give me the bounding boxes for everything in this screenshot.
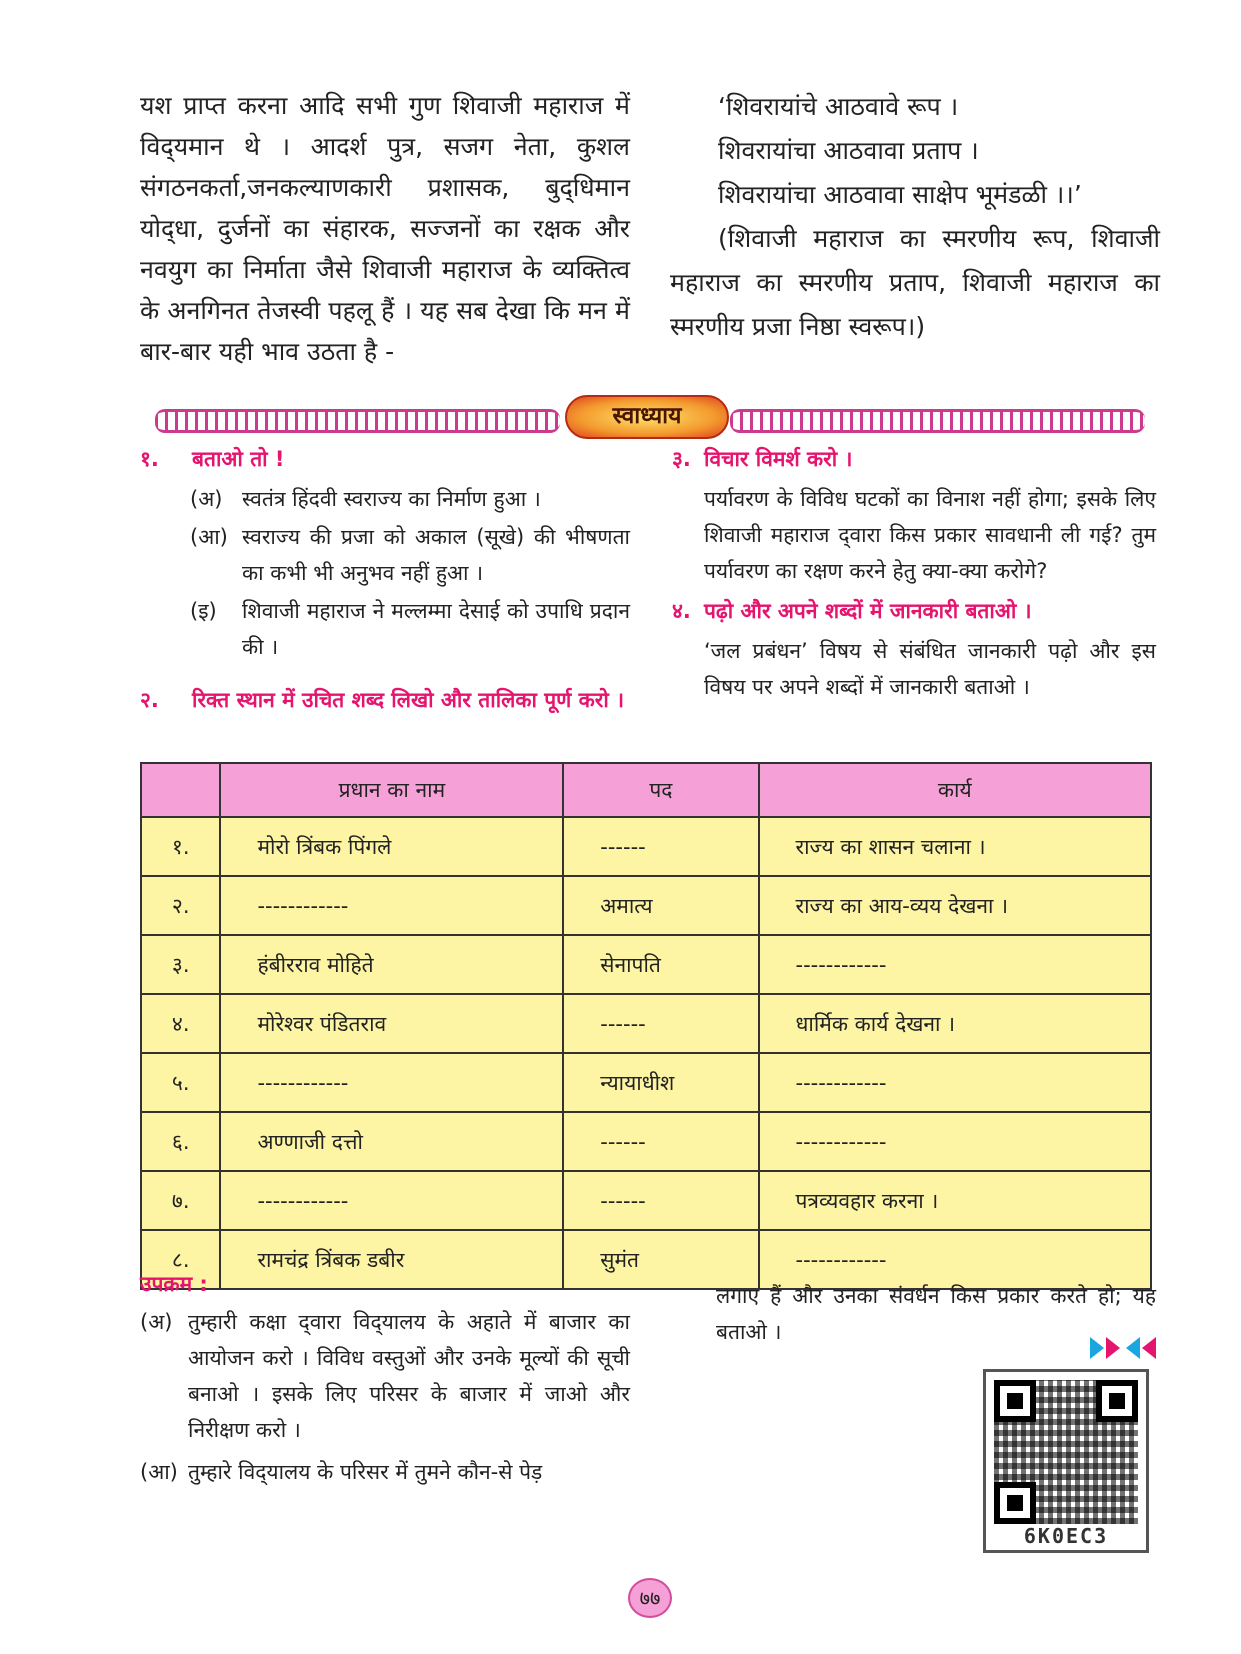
header-cell: कार्य: [759, 763, 1152, 817]
table-row: [141, 1171, 1151, 1230]
header-cell: प्रधान का नाम: [220, 763, 563, 817]
question-3-heading: [672, 445, 1156, 473]
minister-duty: ------------: [759, 1230, 1152, 1289]
question-2: [140, 682, 630, 718]
minister-name: ------------: [220, 1053, 563, 1112]
question-3-title: विचार विमर्श करो ।: [704, 447, 853, 471]
intro-paragraph: यश प्राप्त करना आदि सभी गुण शिवाजी महाराज में विद्‌यमान थे । आदर्श पुत्र, सजग नेता, कुशल संगठनकर्ता,जनकल्याणकारी प्रशासक, बुद्‌धिमान योद्‌धा, दुर्जनों का संहारक, सज्जनों का रक्षक और नवयुग का निर्माता जैसे शिवाजी महाराज के व्यक्तित्व के अनगिनत तेजस्वी पहलू हैं । यह सब देखा कि मन में बार-बार यही भाव उठता है -: [140, 91, 630, 366]
question-3: [672, 445, 1156, 589]
question-3-number: ३.: [672, 447, 691, 471]
item-tag: (इ): [190, 599, 217, 623]
qr-finder: [994, 1482, 1036, 1524]
activity-item-b: [140, 1454, 630, 1490]
item-tag: (अ): [190, 487, 223, 511]
page-number: ७७: [628, 1578, 672, 1618]
table-row: [141, 1053, 1151, 1112]
row-number: ७.: [141, 1171, 220, 1230]
qr-code[interactable]: [983, 1369, 1149, 1553]
minister-name: हंबीरराव मोहिते: [220, 935, 563, 994]
ministers-table: [140, 762, 1152, 1290]
activity-heading: उपक्रम :: [140, 1272, 208, 1296]
divider-rings-right: [730, 409, 1145, 433]
minister-duty: राज्य का आय-व्यय देखना ।: [759, 876, 1152, 935]
table-row: [141, 817, 1151, 876]
activity-item-b-continued: लगाए हैं और उनका संवर्धन किस प्रकार करते हो; यह बताओ ।: [716, 1284, 1156, 1344]
minister-name: ------------: [220, 1171, 563, 1230]
question-2-number: २.: [140, 688, 159, 712]
row-number: ४.: [141, 994, 220, 1053]
decorative-arrows-icon: [1090, 1337, 1156, 1359]
question-4-text: ‘जल प्रबंधन’ विषय से संबंधित जानकारी पढ़ो और इस विषय पर अपने शब्दों में जानकारी बताओ ।: [704, 639, 1156, 699]
minister-name: ------------: [220, 876, 563, 935]
minister-duty: राज्य का शासन चलाना ।: [759, 817, 1152, 876]
table-row: [141, 935, 1151, 994]
minister-name: मोरो त्रिंबक पिंगले: [220, 817, 563, 876]
minister-duty: ------------: [759, 1112, 1152, 1171]
question-1-heading: [140, 445, 630, 473]
minister-post: न्यायाधीश: [563, 1053, 758, 1112]
qr-finder: [994, 1380, 1036, 1422]
row-number: ६.: [141, 1112, 220, 1171]
table-header-row: [141, 763, 1151, 817]
item-text: शिवाजी महाराज ने मल्लम्मा देसाई को उपाधि प्रदान की ।: [242, 599, 630, 659]
minister-duty: ------------: [759, 935, 1152, 994]
divider-rings-left: [155, 409, 560, 433]
verse-line-2: शिवरायांचा आठवावा प्रताप ।: [718, 136, 979, 165]
minister-name: अण्णाजी दत्तो: [220, 1112, 563, 1171]
question-1-number: १.: [140, 447, 159, 471]
question-1-item-aa: [140, 519, 630, 591]
item-text: तुम्हारी कक्षा द्‌वारा विद्‌यालय के अहाते में बाजार का आयोजन करो । विविध वस्तुओं और उनके मूल्यों की सूची बनाओ । इसके लिए परिसर के बाजार में जाओ और निरीक्षण करो ।: [188, 1310, 630, 1442]
minister-duty: पत्रव्यवहार करना ।: [759, 1171, 1152, 1230]
item-text: स्वराज्य की प्रजा को अकाल (सूखे) की भीषणता का कभी भी अनुभव नहीं हुआ ।: [242, 525, 630, 585]
row-number: ८.: [141, 1230, 220, 1289]
question-4-title: पढ़ो और अपने शब्दों में जानकारी बताओ ।: [704, 599, 1032, 623]
question-2-title: रिक्त स्थान में उचित शब्द लिखो और तालिका पूर्ण करो ।: [192, 688, 625, 712]
table-row: [141, 1112, 1151, 1171]
qr-code-text: 6K0EC3: [1023, 1524, 1109, 1548]
row-number: ३.: [141, 935, 220, 994]
question-1-title: बताओ तो !: [192, 447, 285, 471]
question-4-number: ४.: [672, 599, 691, 623]
verse-line-3: शिवरायांचा आठवावा साक्षेप भूमंडळी ।।’: [718, 180, 1082, 209]
verse-translation: (शिवाजी महाराज का स्मरणीय रूप, शिवाजी महाराज का स्मरणीय प्रताप, शिवाजी महाराज का स्मरणीय प्रजा निष्ठा स्वरूप।): [670, 224, 1160, 341]
minister-post: सेनापति: [563, 935, 758, 994]
item-tag: (आ): [190, 525, 228, 549]
question-3-text: पर्यावरण के विविध घटकों का विनाश नहीं होगा; इसके लिए शिवाजी महाराज द्‌वारा किस प्रकार सावधानी ली गई? तुम पर्यावरण का रक्षण करने हेतु क्या-क्या करोगे?: [704, 487, 1156, 583]
minister-post: ------: [563, 1112, 758, 1171]
question-4-heading: [672, 597, 1156, 625]
minister-duty: ------------: [759, 1053, 1152, 1112]
minister-post: सुमंत: [563, 1230, 758, 1289]
minister-name: रामचंद्र त्रिंबक डबीर: [220, 1230, 563, 1289]
minister-post: ------: [563, 817, 758, 876]
item-text: स्वतंत्र हिंदवी स्वराज्य का निर्माण हुआ ।: [242, 487, 541, 511]
verse-block: [670, 85, 1160, 349]
activity-item-a: [140, 1304, 630, 1448]
question-4: [672, 597, 1156, 705]
activity-left-column: [140, 1304, 630, 1490]
minister-post: ------: [563, 1171, 758, 1230]
header-cell: पद: [563, 763, 758, 817]
minister-name: मोरेश्वर पंडितराव: [220, 994, 563, 1053]
item-tag: (अ): [140, 1310, 173, 1334]
item-tag: (आ): [140, 1460, 178, 1484]
row-number: १.: [141, 817, 220, 876]
row-number: ५.: [141, 1053, 220, 1112]
question-1-item-i: [140, 593, 630, 665]
table-row: [141, 876, 1151, 935]
question-1: [140, 445, 630, 665]
verse-line-1: ‘शिवरायांचे आठवावे रूप ।: [718, 92, 959, 121]
minister-duty: धार्मिक कार्य देखना ।: [759, 994, 1152, 1053]
header-cell: [141, 763, 220, 817]
section-title-badge: स्वाध्याय: [565, 395, 729, 439]
question-1-item-a: [140, 481, 630, 517]
item-text: तुम्हारे विद्‌यालय के परिसर में तुमने कौन-से पेड़: [188, 1460, 543, 1484]
minister-post: अमात्य: [563, 876, 758, 935]
minister-post: ------: [563, 994, 758, 1053]
qr-finder: [1096, 1380, 1138, 1422]
row-number: २.: [141, 876, 220, 935]
table-row: [141, 994, 1151, 1053]
section-divider: [155, 395, 1145, 435]
